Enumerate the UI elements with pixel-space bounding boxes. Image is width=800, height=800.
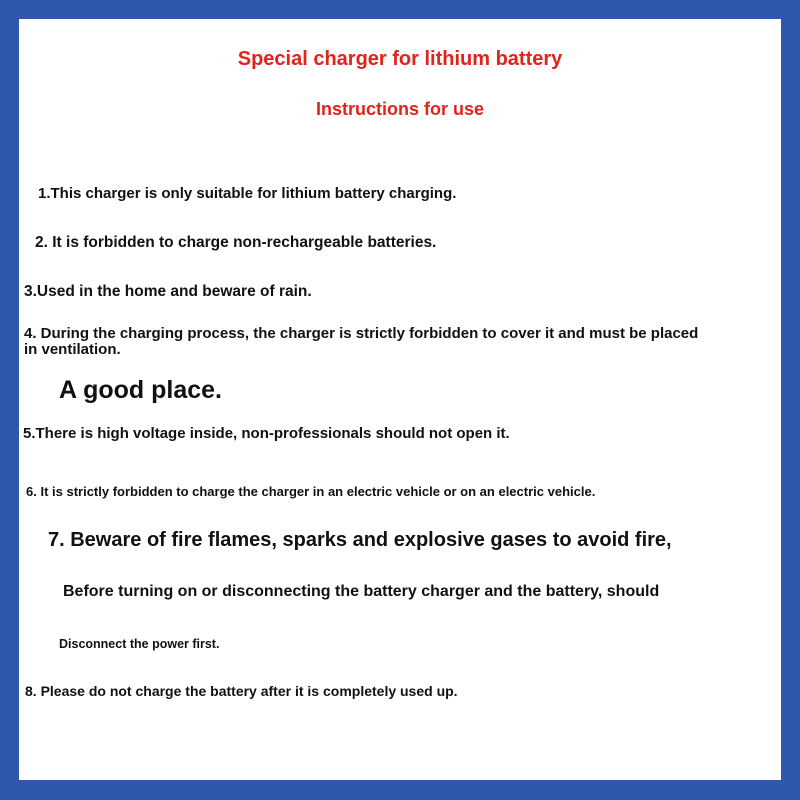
instruction-item-5: 5.There is high voltage inside, non-professionals should not open it. bbox=[23, 425, 510, 442]
instruction-item-3: 3.Used in the home and beware of rain. bbox=[24, 283, 312, 300]
instruction-item-7-line-2: Before turning on or disconnecting the battery charger and the battery, should bbox=[63, 583, 660, 600]
instruction-item-2: 2. It is forbidden to charge non-rechargeable batteries. bbox=[35, 234, 437, 251]
document-title: Special charger for lithium battery bbox=[237, 48, 563, 70]
instruction-item-7-line-3: Disconnect the power first. bbox=[59, 637, 220, 651]
instruction-item-1: 1.This charger is only suitable for lithium battery charging. bbox=[38, 185, 457, 202]
instruction-item-4-continued: A good place. bbox=[59, 376, 222, 404]
document-panel bbox=[19, 19, 781, 780]
instruction-item-4: 4. During the charging process, the charger is strictly forbidden to cover it and must be placed in ventilation. bbox=[24, 325, 699, 358]
instruction-item-7: 7. Beware of fire flames, sparks and explosive gases to avoid fire, bbox=[48, 529, 672, 551]
instruction-item-8: 8. Please do not charge the battery after it is completely used up. bbox=[25, 683, 458, 699]
instruction-item-6: 6. It is strictly forbidden to charge the charger in an electric vehicle or on an electric vehicle. bbox=[26, 484, 596, 499]
document-subtitle: Instructions for use bbox=[315, 99, 485, 119]
